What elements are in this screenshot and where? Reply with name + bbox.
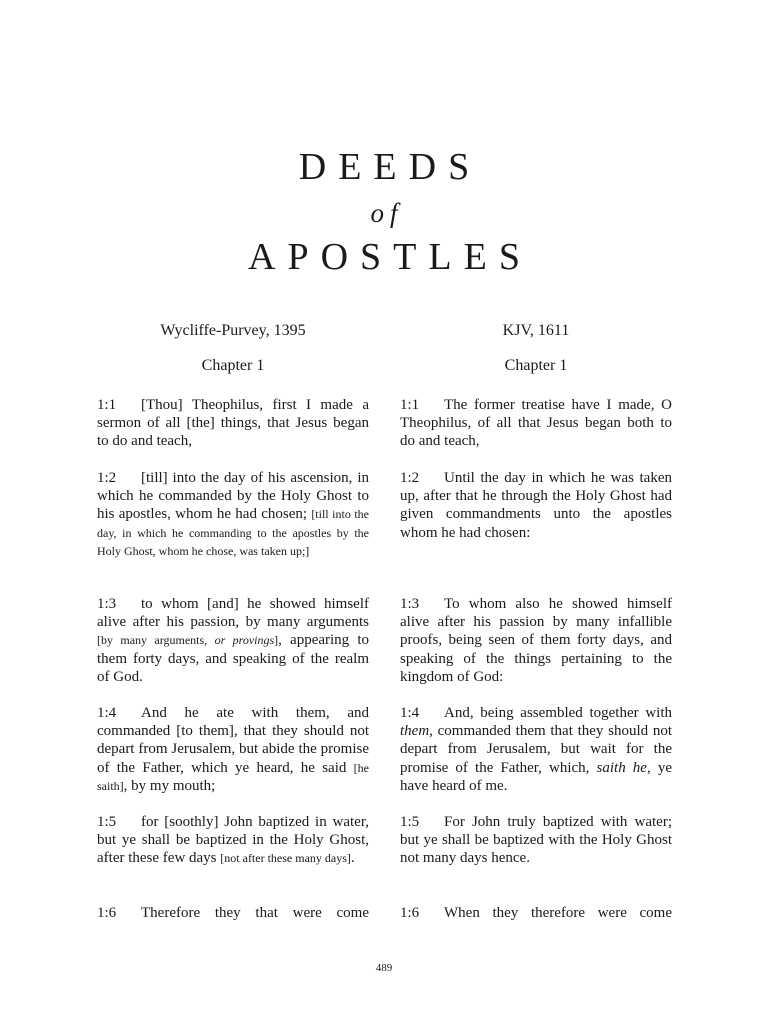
verse (97, 396, 369, 451)
verse-number: 1:6 (97, 905, 117, 921)
verse (97, 469, 369, 560)
wycliffe-column (97, 320, 369, 921)
verse (400, 595, 672, 686)
verse-note: [he saith] (97, 760, 369, 793)
verse (97, 704, 369, 795)
verse-text: , by my mouth; (123, 777, 216, 794)
verse-number: 1:2 (400, 470, 420, 486)
verse-number: 1:2 (97, 470, 117, 486)
verse-text: . (350, 850, 355, 867)
verse-number: 1:6 (400, 905, 420, 921)
verse-number: 1:1 (400, 397, 420, 413)
verse-note: [till into the day, in which he commanding to the apostles by the Holy Ghost, whom he chose, was taken up;] (97, 507, 369, 558)
version-heading: Wycliffe-Purvey, 1395 (160, 322, 306, 339)
verse (400, 813, 672, 868)
book-title-line1: DEEDS (298, 146, 482, 188)
verse-text: , commanded them that they should not depart from Jerusalem, but wait for the promise of the Father, which, (400, 723, 672, 776)
verse-note: [not after these many days] (220, 851, 351, 866)
verse-text: When they therefore were come (444, 905, 672, 921)
verse-text: Until the day in which he was taken up, after that he through the Holy Ghost had given commandments unto the apostles whom he had chosen: (400, 470, 672, 541)
chapter-heading: Chapter 1 (504, 357, 568, 374)
verse-text: to whom [and] he showed himself alive after his passion, by many arguments (97, 596, 369, 631)
verse-italic: them (400, 723, 430, 740)
verse-number: 1:3 (97, 596, 117, 612)
book-title-line3: APOSTLES (248, 236, 532, 278)
verse-italic: saith he (596, 759, 647, 776)
verse (97, 595, 369, 686)
verse-text: Therefore they that were come (141, 905, 369, 921)
note-italic: or provings (214, 633, 275, 648)
verse (400, 469, 672, 542)
book-title-line2: of (370, 198, 404, 228)
verse-text: [Thou] Theophilus, first I made a sermon of all [the] things, that Jesus began to do and teach, (97, 397, 369, 450)
verse-number: 1:5 (97, 814, 117, 830)
verse-text: for [soothly] John baptized in water, but ye shall be baptized in the Holy Ghost, after these few days (97, 814, 369, 867)
verse-number: 1:1 (97, 397, 117, 413)
verse-number: 1:4 (97, 705, 117, 721)
verse-number: 1:5 (400, 814, 420, 830)
verse-note (97, 633, 278, 647)
verse-text: For John truly baptized with water; but ye shall be baptized with the Holy Ghost not many days hence. (400, 814, 672, 867)
verse (400, 904, 672, 922)
verse-number: 1:3 (400, 596, 420, 612)
verse-text: , ye have heard of me. (400, 759, 672, 794)
verse (400, 704, 672, 795)
verse-number: 1:4 (400, 705, 420, 721)
verse-text: And he ate with them, and commanded [to them], that they should not depart from Jerusalem, but abide the promise of the Father, which ye heard, he said (97, 705, 369, 776)
chapter-heading: Chapter 1 (201, 357, 265, 374)
kjv-column (400, 320, 672, 921)
verse-text: [till] into the day of his ascension, in which he commanded by the Holy Ghost to his apostles, whom he had chosen; (97, 470, 369, 523)
verse-text: To whom also he showed himself alive after his passion by many infallible proofs, being seen of them forty days, and speaking of the things pertaining to the kingdom of God: (400, 596, 672, 685)
page-number: 489 (375, 962, 393, 974)
note-text: ] (274, 633, 279, 648)
verse-text: The former treatise have I made, O Theophilus, of all that Jesus began both to do and teach, (400, 397, 672, 450)
verse (400, 396, 672, 451)
verse (97, 813, 369, 868)
version-heading: KJV, 1611 (502, 322, 570, 339)
verse-text: , appearing to them forty days, and speaking of the realm of God. (97, 632, 369, 685)
verse (97, 904, 369, 922)
note-text: [by many arguments, (97, 633, 215, 648)
verse-text: And, being assembled together with (444, 705, 672, 721)
